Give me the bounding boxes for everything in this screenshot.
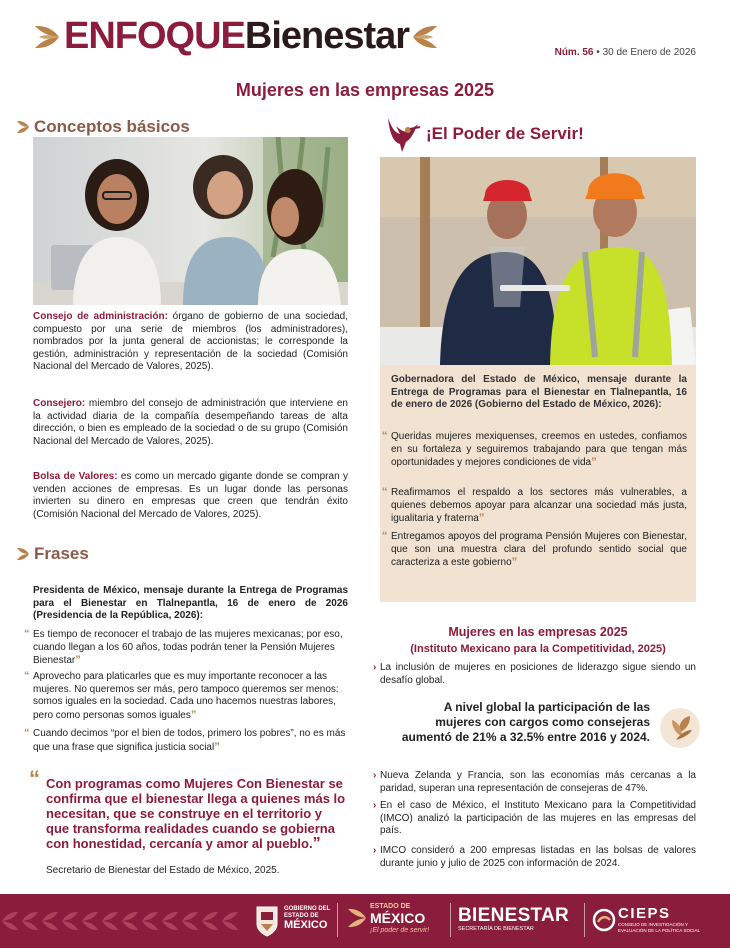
- quote-text: Es tiempo de reconocer el trabajo de las mujeres mexicanas; por eso, cuando llegan a los 60 años, todas podrán tener la Pensión Mujeres Bienestar: [33, 629, 343, 666]
- quote-open-mark: “: [382, 486, 388, 498]
- highlight-quote-text: Con programas como Mujeres Con Bienestar se confirma que el bienestar llega a quienes más lo necesitan, que se construye en el territorio y que transforma realidades cuando se gobierna con honestidad, cercanía y amor al pueblo.: [46, 776, 346, 851]
- quote-close-mark: ”: [478, 512, 485, 524]
- quote-text: Aprovecho para platicarles que es muy importante reconocer a las mujeres. No queremos ser más, pero tampoco queremos ser menos: somos iguales en la sociedad. Cada uno hacemos nuestras labores, pero como personas somos iguales: [33, 671, 339, 721]
- frase-quote-2: [24, 670, 348, 722]
- frases-heading-text: Frases: [34, 544, 89, 563]
- edomex-tagline: ¡El poder de servir!: [370, 927, 430, 934]
- poder-quote-1: [382, 430, 687, 470]
- poder-quote-box: [380, 365, 696, 602]
- issue-separator: •: [596, 47, 600, 58]
- empresas-title: Mujeres en las empresas 2025: [448, 625, 628, 639]
- definition-term: Consejero:: [33, 398, 86, 409]
- definition-text: miembro del consejo de administración que interviene en la actividad diaria de la compañía desempeñando tareas de alta dirección, o bien es empleado de la sociedad o de su grupo (Comisión Nacional del Mercado de Valores, 2025).: [33, 398, 348, 447]
- empresas-stat: A nivel global la participación de las mujeres con cargos como consejeras aumentó de 21% a 32.5% entre 2016 y 2024.: [401, 700, 650, 744]
- bullet-text: Nueva Zelanda y Francia, son las economías más cercanas a la paridad, superan una representación de consejeras de 47%.: [380, 770, 696, 794]
- bullet-text: La inclusión de mujeres en posiciones de liderazgo sigue siendo un desafío global.: [380, 662, 696, 686]
- quote-open-mark: “: [24, 670, 30, 682]
- conceptos-heading-text: Conceptos básicos: [34, 117, 190, 136]
- frase-quote-1: [24, 628, 348, 668]
- quote-text: Queridas mujeres mexiquenses, creemos en ustedes, confiamos en su fortaleza y seguiremos trabajando para que tengan más oportunidades y mejores condiciones de vida: [391, 431, 687, 468]
- definition-consejo-administracion: [33, 311, 348, 374]
- poder-source: Gobernadora del Estado de México, mensaje durante la Entrega de Programas para el Bienestar en Tlalnepantla, 16 de enero de 2026 (Gobierno del Estado de México, 2026):: [391, 374, 687, 410]
- cieps-name: CIEPS: [618, 905, 671, 922]
- quote-open-mark: “: [382, 530, 388, 542]
- conceptos-heading: [16, 117, 190, 137]
- highlight-quote-attribution: Secretario de Bienestar del Estado de México, 2025.: [46, 865, 280, 876]
- brand-part-1: ENFOQUE: [64, 15, 245, 57]
- gob-line-1: GOBIERNO DEL: [284, 906, 331, 912]
- empresas-bullet-1: [373, 662, 696, 687]
- cieps-subtitle-1: CONSEJO DE INVESTIGACIÓN Y: [618, 922, 688, 927]
- brand-title: [64, 17, 409, 55]
- quote-close-mark: ”: [511, 556, 518, 568]
- empresas-bullet-2: [373, 770, 696, 795]
- bullet-arrow-icon: ›: [373, 662, 377, 673]
- leaf-pattern-icon: [0, 894, 240, 948]
- quote-close-mark: ”: [75, 654, 81, 666]
- edomex-line-1: ESTADO DE: [370, 903, 411, 910]
- quote-close-mark: ”: [591, 456, 597, 468]
- quote-open-mark: “: [382, 430, 388, 442]
- frase-quote-3: [24, 727, 348, 754]
- quote-close-mark: ”: [190, 708, 197, 721]
- bullet-arrow-icon: ›: [373, 800, 377, 811]
- leaf-bullet-icon: [16, 547, 30, 561]
- bullet-text: En el caso de México, el Instituto Mexicano para la Competitividad (IMCO) analizó la participación de las mujeres en las empresas del país.: [380, 800, 696, 836]
- edomex-line-2: MÉXICO: [370, 910, 426, 926]
- cieps-logo: [618, 906, 700, 933]
- gob-line-2: ESTADO DE: [284, 913, 319, 919]
- bullet-text: IMCO consideró a 200 empresas listadas en las bolsas de valores durante junio y julio de 2025 con información de 2024.: [380, 845, 696, 869]
- footer-bar: [0, 894, 730, 948]
- cieps-subtitle-2: EVALUACIÓN DE LA POLÍTICA SOCIAL: [618, 927, 700, 933]
- issue-number: Núm. 56: [554, 47, 594, 58]
- edomex-logo: [370, 903, 429, 934]
- photo-women-hardhats: [380, 157, 696, 365]
- footer-separator: [584, 903, 585, 937]
- definition-bolsa-valores: [33, 471, 348, 521]
- poder-quote-3: [382, 530, 687, 570]
- definition-text: órgano de gobierno de una sociedad, compuesto por una serie de miembros (los administradores), nombrados por la junta general de accionistas; le corresponde la gestión, administración y representación de la sociedad (Comisión Nacional del Mercado de Valores, 2025).: [33, 311, 348, 372]
- highlight-close-mark: ”: [312, 835, 321, 852]
- photo-three-women-meeting-icon: [33, 137, 348, 305]
- leaf-ornament-left-icon: [33, 22, 61, 52]
- quote-open-mark: “: [24, 727, 30, 739]
- stat-badge: [660, 708, 700, 748]
- photo-meeting: [33, 137, 348, 305]
- edomex-leaf-icon: [346, 906, 368, 930]
- issue-line: [555, 47, 696, 58]
- leaf-ornament-icon: [660, 708, 700, 748]
- empresas-bullet-3: [373, 800, 696, 838]
- quote-open-mark: “: [24, 628, 30, 640]
- bienestar-subtitle: SECRETARÍA DE BIENESTAR: [458, 926, 534, 932]
- empresas-subtitle: (Instituto Mexicano para la Competitividad, 2025): [410, 643, 666, 655]
- highlight-quote: [29, 766, 346, 852]
- issue-date: 30 de Enero de 2026: [602, 47, 696, 58]
- bullet-arrow-icon: ›: [373, 845, 377, 856]
- frases-heading: [16, 544, 89, 564]
- leaf-ornament-right-icon: [411, 22, 439, 52]
- cieps-logo-icon: [592, 908, 616, 932]
- gob-line-3: MÉXICO: [284, 919, 328, 931]
- definition-term: Consejo de administración:: [33, 311, 168, 322]
- definition-consejero: [33, 398, 348, 448]
- quote-text: Cuando decimos “por el bien de todos, primero los pobres”, no es más que una frase que significa justicia social: [33, 728, 346, 753]
- quote-text: Reafirmamos el respaldo a los sectores más vulnerables, a quienes debemos apoyar para alcanzar una sociedad más justa, igualitaria y fraterna: [391, 487, 687, 524]
- page-title: Mujeres en las empresas 2025: [235, 80, 495, 100]
- empresas-bullet-4: [373, 845, 696, 870]
- poder-quote-2: [382, 486, 687, 526]
- hummingbird-icon: [382, 114, 422, 154]
- brand-part-2: Bienestar: [244, 15, 410, 57]
- bienestar-name: BIENESTAR: [458, 905, 570, 926]
- edomex-coat-of-arms-icon: [254, 904, 280, 938]
- definition-term: Bolsa de Valores:: [33, 471, 118, 482]
- frases-source: Presidenta de México, mensaje durante la Entrega de Programas para el Bienestar en Tlalnepantla, 16 de enero de 2026 (Presidencia de la República, 2026):: [33, 585, 348, 621]
- bienestar-logo: [458, 906, 569, 933]
- quote-text: Entregamos apoyos del programa Pensión Mujeres con Bienestar, que son una muestra clara del profundo sentido social que caracteriza a este gobierno: [391, 531, 687, 568]
- poder-heading: [382, 114, 584, 154]
- poder-heading-text: ¡El Poder de Servir!: [426, 124, 584, 143]
- leaf-bullet-icon: [16, 120, 30, 134]
- quote-close-mark: ”: [214, 740, 220, 753]
- highlight-open-mark: “: [29, 766, 40, 791]
- definition-text: es como un mercado gigante donde se compran y venden acciones de empresas. Es un lugar donde las personas invierten su dinero en empresas que creen que tendrán éxito (Comisión Nacional del Mercado de Valores, 2025).: [33, 471, 348, 520]
- gobierno-edomex-logo: [284, 906, 330, 931]
- footer-separator: [337, 903, 338, 937]
- photo-women-hardhats-icon: [380, 157, 696, 365]
- footer-separator: [450, 903, 451, 937]
- bullet-arrow-icon: ›: [373, 770, 377, 781]
